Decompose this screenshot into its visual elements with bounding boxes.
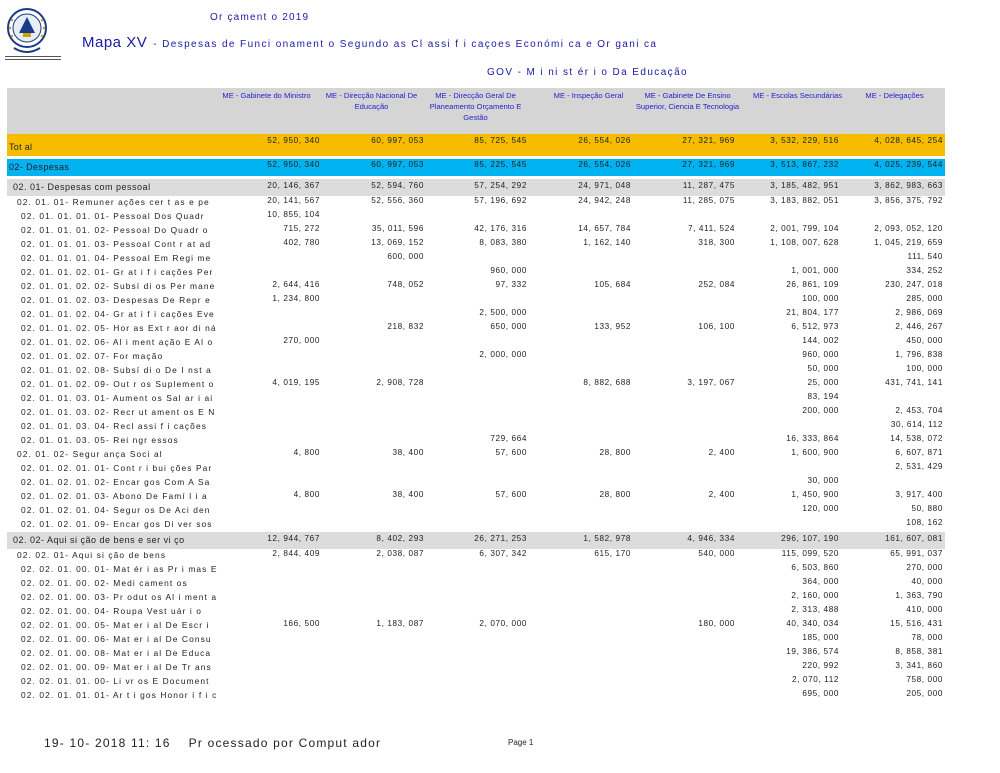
table-row <box>7 159 945 176</box>
table-row <box>7 462 945 476</box>
table-row <box>7 350 945 364</box>
cell-value: 115, 099, 520 <box>781 549 839 558</box>
cell-value: 57, 600 <box>495 490 527 499</box>
row-label: 02. 02. 01. 00. 05- Mat er i al De Escr i <box>21 620 210 630</box>
cell-value: 185, 000 <box>802 633 839 642</box>
cell-value: 40, 000 <box>911 577 943 586</box>
cell-value: 52, 556, 360 <box>371 196 424 205</box>
table-row <box>7 647 945 661</box>
page-number: Page 1 <box>508 738 534 747</box>
table-row <box>7 179 945 196</box>
cell-value: 78, 000 <box>911 633 943 642</box>
cell-value: 1, 363, 790 <box>895 591 943 600</box>
cell-value: 2, 400 <box>708 448 735 457</box>
row-label: 02. 02. 01. 00. 09- Mat er i al De Tr ans <box>21 662 212 672</box>
cell-value: 52, 594, 760 <box>371 181 424 190</box>
cell-value: 1, 045, 219, 659 <box>874 238 943 247</box>
cell-value: 20, 146, 367 <box>267 181 320 190</box>
cell-value: 50, 880 <box>911 504 943 513</box>
row-label: 02. 01. 01. 02. 01- Gr at i f i cações Per <box>21 267 214 277</box>
row-label: 02- Despesas <box>9 162 70 172</box>
table-row <box>7 280 945 294</box>
table-row <box>7 378 945 392</box>
table-row <box>7 322 945 336</box>
cell-value: 65, 991, 037 <box>890 549 943 558</box>
cell-value: 3, 197, 067 <box>687 378 735 387</box>
cell-value: 8, 858, 381 <box>895 647 943 656</box>
table-row <box>7 591 945 605</box>
cell-value: 4, 019, 195 <box>272 378 320 387</box>
cell-value: 27, 321, 969 <box>682 136 735 145</box>
cell-value: 144, 002 <box>802 336 839 345</box>
cell-value: 57, 254, 292 <box>474 181 527 190</box>
table-row <box>7 392 945 406</box>
cell-value: 2, 400 <box>708 490 735 499</box>
cell-value: 334, 252 <box>906 266 943 275</box>
table-row <box>7 490 945 504</box>
table-row <box>7 134 945 156</box>
cell-value: 2, 453, 704 <box>895 406 943 415</box>
cell-value: 960, 000 <box>802 350 839 359</box>
cell-value: 28, 800 <box>599 490 631 499</box>
cell-value: 4, 800 <box>293 448 320 457</box>
row-label: 02. 01. 02. 01. 01- Cont r i bui ções Par <box>21 463 213 473</box>
cell-value: 364, 000 <box>802 577 839 586</box>
cell-value: 26, 554, 026 <box>578 136 631 145</box>
cell-value: 180, 000 <box>698 619 735 628</box>
ministry-title: GOV - M i ni st ér i o Da Educação <box>487 67 688 78</box>
cell-value: 2, 038, 087 <box>376 549 424 558</box>
cell-value: 960, 000 <box>490 266 527 275</box>
column-header: ME - Inspeção Geral <box>553 91 624 100</box>
cell-value: 729, 664 <box>490 434 527 443</box>
table-row <box>7 518 945 532</box>
row-label: 02. 01. 02. 01. 03- Abono De Famí l i a <box>21 491 208 501</box>
column-header: ME - Delegações <box>865 91 924 100</box>
cell-value: 100, 000 <box>802 294 839 303</box>
cell-value: 2, 531, 429 <box>895 462 943 471</box>
cell-value: 3, 862, 983, 663 <box>874 181 943 190</box>
cell-value: 106, 100 <box>698 322 735 331</box>
table-row <box>7 605 945 619</box>
cell-value: 402, 780 <box>283 238 320 247</box>
cell-value: 52, 950, 340 <box>267 160 320 169</box>
row-label: 02. 01- Despesas com pessoal <box>13 182 151 192</box>
cell-value: 2, 986, 069 <box>895 308 943 317</box>
cell-value: 3, 856, 375, 792 <box>874 196 943 205</box>
cell-value: 758, 000 <box>906 675 943 684</box>
row-label: 02. 01. 01. 03. 02- Recr ut ament os E N <box>21 407 216 417</box>
table-row <box>7 619 945 633</box>
cell-value: 270, 000 <box>906 563 943 572</box>
cell-value: 6, 307, 342 <box>479 549 527 558</box>
cell-value: 14, 538, 072 <box>890 434 943 443</box>
cell-value: 108, 162 <box>906 518 943 527</box>
cell-value: 2, 160, 000 <box>791 591 839 600</box>
row-label: 02. 02. 01- Aqui si ção de bens <box>17 550 167 560</box>
cell-value: 3, 917, 400 <box>895 490 943 499</box>
cell-value: 2, 644, 416 <box>272 280 320 289</box>
cell-value: 285, 000 <box>906 294 943 303</box>
row-label: Tot al <box>9 142 33 152</box>
cell-value: 4, 028, 645, 254 <box>874 136 943 145</box>
cell-value: 2, 070, 000 <box>479 619 527 628</box>
table-row <box>7 294 945 308</box>
cell-value: 1, 582, 978 <box>583 534 631 543</box>
cell-value: 2, 313, 488 <box>791 605 839 614</box>
cell-value: 12, 944, 767 <box>267 534 320 543</box>
map-description: - Despesas de Funci onament o Segundo as Cl assi f i caçoes Económi ca e Or gani ca <box>153 39 658 50</box>
cell-value: 318, 300 <box>698 238 735 247</box>
cell-value: 6, 503, 860 <box>791 563 839 572</box>
table-row <box>7 563 945 577</box>
table-row <box>7 266 945 280</box>
table-row <box>7 504 945 518</box>
table-row <box>7 448 945 462</box>
table-row <box>7 476 945 490</box>
cell-value: 1, 162, 140 <box>583 238 631 247</box>
table-row <box>7 238 945 252</box>
cell-value: 600, 000 <box>387 252 424 261</box>
cell-value: 24, 971, 048 <box>578 181 631 190</box>
cell-value: 6, 512, 973 <box>791 322 839 331</box>
row-label: 02. 01. 01. 02. 02- Subsí di os Per mane <box>21 281 216 291</box>
row-label: 02. 02- Aqui si ção de bens e ser vi ço <box>13 535 185 545</box>
cell-value: 4, 800 <box>293 490 320 499</box>
cell-value: 7, 411, 524 <box>688 224 735 233</box>
cell-value: 4, 025, 239, 544 <box>874 160 943 169</box>
row-label: 02. 02. 01. 00. 01- Mat ér i as Pr i mas E <box>21 564 218 574</box>
cell-value: 161, 607, 081 <box>885 534 943 543</box>
cell-value: 252, 084 <box>698 280 735 289</box>
row-label: 02. 02. 01. 01. 00- Li vr os E Document <box>21 676 210 686</box>
cell-value: 52, 950, 340 <box>267 136 320 145</box>
column-header: ME - Gabinete do Ministro <box>222 91 311 100</box>
cell-value: 3, 185, 482, 951 <box>770 181 839 190</box>
cell-value: 2, 844, 409 <box>272 549 320 558</box>
column-header: ME - Direcção Nacional De Educação <box>325 91 418 111</box>
cell-value: 14, 657, 784 <box>578 224 631 233</box>
table-row <box>7 434 945 448</box>
row-label: 02. 01. 01. 02. 09- Out r os Suplement o <box>21 379 215 389</box>
cell-value: 120, 000 <box>802 504 839 513</box>
cell-value: 13, 069, 152 <box>371 238 424 247</box>
column-header: ME - Gabinete De Ensino Superior, Ciencia E Tecnologia <box>635 91 740 111</box>
cell-value: 11, 287, 475 <box>682 181 735 190</box>
row-label: 02. 01. 01. 03. 04- Recl assi f i cações <box>21 421 207 431</box>
cell-value: 1, 001, 000 <box>791 266 839 275</box>
row-label: 02. 01. 01. 02. 03- Despesas De Repr e <box>21 295 211 305</box>
cell-value: 410, 000 <box>906 605 943 614</box>
cell-value: 2, 070, 112 <box>792 675 839 684</box>
cell-value: 8, 882, 688 <box>583 378 631 387</box>
row-label: 02. 02. 01. 00. 03- Pr odut os Al i ment a <box>21 592 218 602</box>
table-row <box>7 633 945 647</box>
cell-value: 3, 183, 882, 051 <box>770 196 839 205</box>
cell-value: 6, 607, 871 <box>895 448 943 457</box>
row-label: 02. 01. 01. 02. 08- Subsí di o De I nst a <box>21 365 212 375</box>
table-row <box>7 224 945 238</box>
footer <box>44 736 399 750</box>
cell-value: 615, 170 <box>594 549 631 558</box>
cell-value: 205, 000 <box>906 689 943 698</box>
cell-value: 26, 861, 109 <box>786 280 839 289</box>
table-row <box>7 364 945 378</box>
footer-processed: Pr ocessado por Comput ador <box>188 736 382 750</box>
row-label: 02. 02. 01. 00. 02- Medi cament os <box>21 578 188 588</box>
budget-year-title: Or çament o 2019 <box>210 12 310 23</box>
cell-value: 296, 107, 190 <box>781 534 839 543</box>
cell-value: 30, 000 <box>807 476 839 485</box>
column-header: ME - Escolas Secundárias <box>752 91 843 100</box>
cell-value: 30, 614, 112 <box>890 420 943 429</box>
cell-value: 60, 997, 053 <box>371 160 424 169</box>
budget-table <box>7 134 945 703</box>
table-row <box>7 577 945 591</box>
cell-value: 2, 093, 052, 120 <box>874 224 943 233</box>
cell-value: 1, 600, 900 <box>791 448 839 457</box>
row-label: 02. 01. 02. 01. 02- Encar gos Com A Sa <box>21 477 211 487</box>
cell-value: 38, 400 <box>392 490 424 499</box>
table-row <box>7 549 945 563</box>
cell-value: 218, 832 <box>387 322 424 331</box>
cell-value: 431, 741, 141 <box>885 378 943 387</box>
cell-value: 2, 500, 000 <box>479 308 527 317</box>
map-title <box>82 34 657 51</box>
cell-value: 220, 992 <box>802 661 839 670</box>
column-header-band <box>7 88 945 134</box>
cell-value: 27, 321, 969 <box>682 160 735 169</box>
cell-value: 11, 285, 075 <box>682 196 735 205</box>
cell-value: 3, 532, 229, 516 <box>770 136 839 145</box>
row-label: 02. 01. 01- Remuner ações cer t as e pe <box>17 197 210 207</box>
cell-value: 16, 333, 864 <box>786 434 839 443</box>
cell-value: 4, 946, 334 <box>687 534 735 543</box>
header-divider <box>5 56 61 60</box>
cell-value: 97, 332 <box>495 280 527 289</box>
cell-value: 715, 272 <box>283 224 320 233</box>
table-row <box>7 661 945 675</box>
table-row <box>7 196 945 210</box>
cell-value: 85, 725, 545 <box>474 136 527 145</box>
table-row <box>7 308 945 322</box>
cell-value: 748, 052 <box>387 280 424 289</box>
cell-value: 85, 225, 545 <box>474 160 527 169</box>
cell-value: 540, 000 <box>698 549 735 558</box>
row-label: 02. 02. 01. 00. 06- Mat er i al De Consu <box>21 634 212 644</box>
row-label: 02. 01. 01. 01. 01- Pessoal Dos Quadr <box>21 211 205 221</box>
cell-value: 166, 500 <box>283 619 320 628</box>
cell-value: 1, 234, 800 <box>272 294 320 303</box>
table-row <box>7 210 945 224</box>
row-label: 02. 02. 01. 01. 01- Ar t i gos Honor í f i c <box>21 690 218 700</box>
cell-value: 2, 001, 799, 104 <box>770 224 839 233</box>
coat-of-arms-logo <box>6 4 48 58</box>
cell-value: 105, 684 <box>594 280 631 289</box>
row-label: 02. 02. 01. 00. 04- Roupa Vest uár i o <box>21 606 203 616</box>
row-label: 02. 01. 02. 01. 09- Encar gos Di ver sos <box>21 519 213 529</box>
cell-value: 20, 141, 567 <box>267 196 320 205</box>
table-row <box>7 689 945 703</box>
row-label: 02. 01. 01. 02. 04- Gr at i f i cações Eve <box>21 309 215 319</box>
cell-value: 24, 942, 248 <box>578 196 631 205</box>
cell-value: 111, 540 <box>907 252 943 261</box>
table-row <box>7 532 945 549</box>
row-label: 02. 01. 01. 03. 01- Aument os Sal ar i ai <box>21 393 214 403</box>
cell-value: 270, 000 <box>283 336 320 345</box>
row-label: 02. 01. 02. 01. 04- Segur os De Aci den <box>21 505 211 515</box>
row-label: 02. 01. 01. 02. 06- Al i ment ação E Al o <box>21 337 214 347</box>
cell-value: 100, 000 <box>906 364 943 373</box>
cell-value: 15, 516, 431 <box>890 619 943 628</box>
table-row <box>7 420 945 434</box>
row-label: 02. 01. 01. 01. 04- Pessoal Em Regi me <box>21 253 212 263</box>
cell-value: 26, 271, 253 <box>474 534 527 543</box>
cell-value: 650, 000 <box>490 322 527 331</box>
cell-value: 2, 908, 728 <box>376 378 424 387</box>
table-row <box>7 675 945 689</box>
cell-value: 200, 000 <box>802 406 839 415</box>
cell-value: 21, 804, 177 <box>786 308 839 317</box>
row-label: 02. 01. 01. 02. 07- For mação <box>21 351 164 361</box>
cell-value: 8, 083, 380 <box>479 238 527 247</box>
cell-value: 57, 196, 692 <box>474 196 527 205</box>
cell-value: 8, 402, 293 <box>376 534 424 543</box>
cell-value: 42, 176, 316 <box>474 224 527 233</box>
row-label: 02. 02. 01. 00. 08- Mat er i al De Educa <box>21 648 212 658</box>
cell-value: 133, 952 <box>594 322 631 331</box>
cell-value: 28, 800 <box>599 448 631 457</box>
cell-value: 10, 855, 104 <box>267 210 320 219</box>
cell-value: 26, 554, 026 <box>578 160 631 169</box>
row-label: 02. 01. 01. 01. 02- Pessoal Do Quadr o <box>21 225 209 235</box>
cell-value: 1, 450, 900 <box>791 490 839 499</box>
cell-value: 60, 997, 053 <box>371 136 424 145</box>
cell-value: 3, 513, 867, 232 <box>770 160 839 169</box>
cell-value: 83, 194 <box>807 392 839 401</box>
cell-value: 695, 000 <box>802 689 839 698</box>
map-label: Mapa XV <box>82 34 148 51</box>
footer-datetime: 19- 10- 2018 11: 16 <box>44 736 171 750</box>
cell-value: 40, 340, 034 <box>786 619 839 628</box>
cell-value: 1, 183, 087 <box>376 619 424 628</box>
row-label: 02. 01. 01. 01. 03- Pessoal Cont r at ad <box>21 239 212 249</box>
cell-value: 1, 108, 007, 628 <box>770 238 839 247</box>
cell-value: 230, 247, 018 <box>885 280 943 289</box>
cell-value: 25, 000 <box>807 378 839 387</box>
cell-value: 1, 796, 838 <box>895 350 943 359</box>
cell-value: 450, 000 <box>906 336 943 345</box>
row-label: 02. 01. 01. 03. 05- Rei ngr essos <box>21 435 179 445</box>
cell-value: 50, 000 <box>807 364 839 373</box>
cell-value: 2, 000, 000 <box>479 350 527 359</box>
cell-value: 35, 011, 596 <box>371 224 424 233</box>
cell-value: 38, 400 <box>392 448 424 457</box>
cell-value: 19, 386, 574 <box>786 647 839 656</box>
cell-value: 2, 446, 267 <box>895 322 943 331</box>
row-label: 02. 01. 01. 02. 05- Hor as Ext r aor di ná <box>21 323 217 333</box>
table-row <box>7 252 945 266</box>
table-row <box>7 406 945 420</box>
table-row <box>7 336 945 350</box>
cell-value: 3, 341, 860 <box>895 661 943 670</box>
row-label: 02. 01. 02- Segur ança Soci al <box>17 449 163 459</box>
cell-value: 57, 600 <box>495 448 527 457</box>
column-header: ME - Direcção Geral De Planeamento Orçamento E Gestão <box>429 91 522 122</box>
